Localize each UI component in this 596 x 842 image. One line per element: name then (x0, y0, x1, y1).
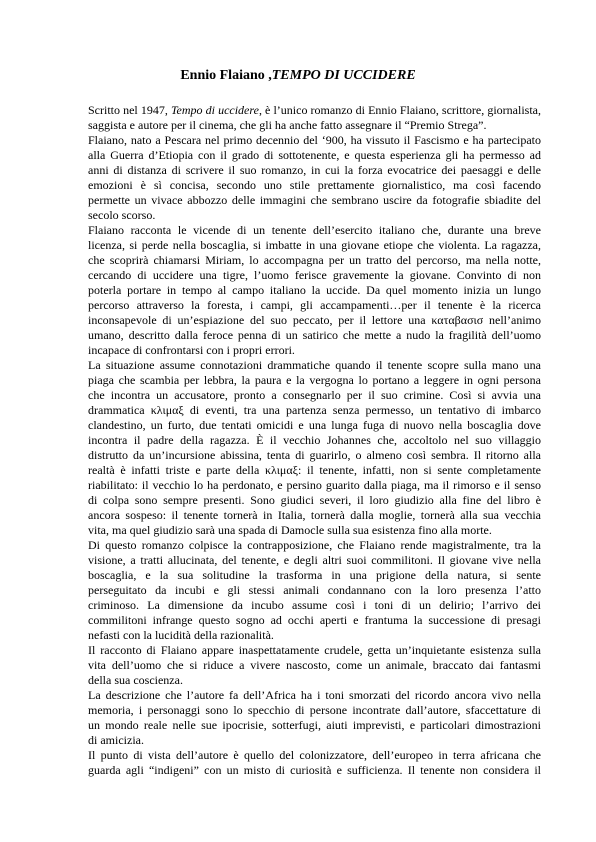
text-line: inconsapevole di un’espiazione del suo peccato, per il lettore una καταβασισ nell’animo (88, 313, 541, 327)
text-line: drammatica κλιμαξ di eventi, tra una partenza senza permesso, un tentativo di imbarco (88, 403, 541, 417)
text-line: criminoso. La dimensione da incubo assume così i toni di un delirio; l’arrivo dei (88, 598, 541, 612)
text-line: commilitoni infrange questo sogno ad occhi aperti e frantuma la successione di presagi (88, 613, 541, 627)
text-line: Flaiano racconta le vicende di un tenente dell’esercito italiano che, durante una breve (88, 223, 541, 237)
text-line: poterla portare in tempo al campo italiano la uccide. Da quel momento inizia un lungo (88, 283, 541, 297)
text-line: memoria, i personaggi sono lo specchio di persone incontrate dall’autore, sfaccettature di (88, 703, 541, 717)
text-line: Il punto di vista dell’autore è quello del colonizzatore, dell’europeo in terra africana che (88, 748, 541, 762)
text-line: della sua coscienza. (88, 673, 183, 687)
book-title-italic: Tempo di uccidere (170, 103, 259, 117)
text-line: emozioni è sì concisa, secondo uno stile prettamente giornalistico, ma così facendo (88, 178, 541, 192)
text-line: guarda agli “indigeni” con un misto di curiosità e sufficienza. Il tenente non considera il (88, 763, 541, 777)
text-line: ancora sospeso: il tenente tornerà in Italia, tornerà dalla moglie, tornerà alla sua vecchia (88, 508, 541, 522)
text-line: che incontra un accusatore, pronto a consegnarlo per il suo crimine. Così si avvia una (88, 388, 541, 402)
text-line: incapace di confrontarsi con i propri errori. (88, 343, 295, 357)
title-work: TEMPO DI UCCIDERE (271, 68, 416, 83)
text-line: saggista e autore per il cinema, che gli ha anche fatto assegnare il “Premio Strega”. (88, 118, 487, 132)
text-line: vita dell’uomo che si riduce a vivere nascosto, come un animale, braccato dai fantasmi (88, 658, 541, 672)
text-line: secolo scorso. (88, 208, 156, 222)
paragraph-5 (88, 538, 541, 643)
text-line: Flaiano, nato a Pescara nel primo decennio del ‘900, ha vissuto il Fascismo e ha partecipato (88, 133, 541, 147)
text-line: La descrizione che l’autore fa dell’Africa ha i toni smorzati del ricordo ancora vivo nella (88, 688, 541, 702)
text-line: distrutto da un’incursione abissina, tenta di guarirlo, o almeno così sembra. Il ritorno alla (88, 448, 541, 462)
text-line: Di questo romanzo colpisce la contrapposizione, che Flaiano rende magistralmente, tra la (88, 538, 541, 552)
text-line: un mondo reale nelle sue ipocrisie, sotterfugi, aiuti imprevisti, e particolari dimostrazioni (88, 718, 541, 732)
title-author: Ennio Flaiano , (180, 68, 272, 83)
text-line: Il racconto di Flaiano appare inaspettatamente crudele, getta un’inquietante esistenza sulla (88, 643, 541, 657)
text-line: boscaglia, e la sua solitudine la trasforma in una prigione della natura, si sente (88, 568, 541, 582)
document-body (88, 103, 541, 778)
text-run: , è l’unico romanzo di Ennio Flaiano, scrittore, giornalista, (258, 103, 541, 117)
text-line: licenza, si perde nella boscaglia, si imbatte in una giovane etiope che violenta. La ragazza, (88, 238, 541, 252)
paragraph-7 (88, 688, 541, 748)
text-line: anni di distanza di scrivere il suo romanzo, in cui la forza evocatrice dei paesaggi e delle (88, 163, 541, 177)
text-line: vita, ma quel giudizio sarà una spada di Damocle sulla sua esistenza fino alla morte. (88, 523, 492, 537)
text-line: La situazione assume connotazioni drammatiche quando il tenente scopre sulla mano una (88, 358, 541, 372)
paragraph-4 (88, 358, 541, 538)
text-line: cercando di uccidere una tigre, l’uomo ferisce gravemente la giovane. Convinto di non (88, 268, 541, 282)
paragraph-2 (88, 133, 541, 223)
text-line: che scoprirà chiamarsi Miriam, lo accompagna per un tratto del percorso, ma nella notte, (88, 253, 541, 267)
text-line: percorso attraverso la foresta, i campi, gli accampamenti…per il tenente è la ricerca (88, 298, 541, 312)
text-line: piaga che scambia per lebbra, la paura e la vergogna lo portano a leggere in ogni persona (88, 373, 541, 387)
text-line: incontra il padre della ragazza. È il vecchio Johannes che, accoltolo nel suo villaggio (88, 433, 541, 447)
paragraph-3 (88, 223, 541, 358)
text-line: di amicizia. (88, 733, 144, 747)
text-line: clandestino, un furto, due tentati omicidi e una lunga fuga di nuovo nella boscaglia dove (88, 418, 541, 432)
text-line: nefasti con la lucidità della razionalità. (88, 628, 274, 642)
document-title (0, 66, 596, 86)
text-line: alla Guerra d’Etiopia con il grado di sottotenente, e questa esperienza gli ha permesso ad (88, 148, 541, 162)
text-line: perseguitato da incubi e gli stessi animali condannano con la loro presenza l’atto (88, 583, 541, 597)
text-line: di colpa sono sempre presenti. Sono giudici severi, il loro giudizio alla fine del libro è (88, 493, 541, 507)
text-line: riabilitato: il vecchio lo ha perdonato, e persino guarito dalla piaga, ma il rimorso e il senso (88, 478, 541, 492)
text-line: visione, a tratti allucinata, del tenente, e degli altri suoi commilitoni. Il giovane vive nella (88, 553, 541, 567)
paragraph-6 (88, 643, 541, 688)
text-line: permette un vivace abbozzo delle immagini che sembrano uscire da fotografie sbiadite del (88, 193, 541, 207)
text-line: umano, descritto dalla feroce penna di un satirico che mette a nudo la fragilità dell’uomo (88, 328, 541, 342)
text-line: realtà è infatti triste e parte della κλιμαξ: il tenente, infatti, non si sente completamente (88, 463, 541, 477)
text-run: Scritto nel 1947, (88, 103, 171, 117)
paragraph-8 (88, 748, 541, 778)
paragraph-1 (88, 103, 541, 133)
text-line (88, 103, 541, 118)
